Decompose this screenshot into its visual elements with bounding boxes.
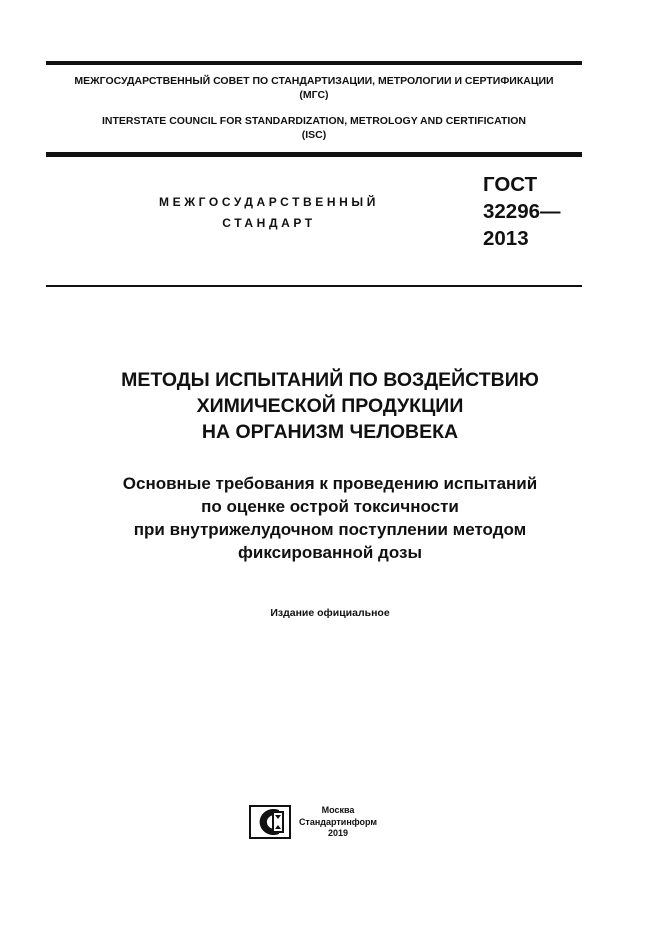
subtitle-line3: при внутрижелудочном поступлении методом <box>133 520 527 539</box>
designation-number: 32296— <box>483 200 561 223</box>
publisher-year: 2019 <box>327 828 349 838</box>
designation-year: 2013 <box>483 227 529 250</box>
council-ru-line1: МЕЖГОСУДАРСТВЕННЫЙ СОВЕТ ПО СТАНДАРТИЗАЦИИ, МЕТРОЛОГИИ И СЕРТИФИКАЦИИ <box>74 75 554 87</box>
council-ru-abbr: (МГС) <box>299 89 329 101</box>
council-name-ru <box>46 74 582 102</box>
title-line2: ХИМИЧЕСКОЙ ПРОДУКЦИИ <box>196 395 464 417</box>
lower-rule <box>46 285 582 287</box>
council-en-abbr: (ISC) <box>301 129 327 141</box>
publisher-info <box>293 805 383 840</box>
standartinform-logo-icon <box>249 805 291 839</box>
council-en-line1: INTERSTATE COUNCIL FOR STANDARDIZATION, METROLOGY AND CERTIFICATION <box>101 115 527 127</box>
standard-type-line2: СТАНДАРТ <box>222 216 316 230</box>
publisher-city: Москва <box>321 805 355 815</box>
title-line3: НА ОРГАНИЗМ ЧЕЛОВЕКА <box>201 421 459 443</box>
standard-type <box>130 192 408 234</box>
designation-gost: ГОСТ <box>483 173 538 196</box>
subtitle-line4: фиксированной дозы <box>238 543 422 562</box>
document-title <box>40 367 620 445</box>
title-line1: МЕТОДЫ ИСПЫТАНИЙ ПО ВОЗДЕЙСТВИЮ <box>121 369 539 391</box>
subtitle-line2: по оценке острой токсичности <box>201 497 459 516</box>
council-name-en <box>46 114 582 142</box>
top-rule <box>46 61 582 65</box>
subtitle-line1: Основные требования к проведению испытаний <box>122 474 538 493</box>
document-subtitle <box>40 472 620 564</box>
edition-label: Издание официальное <box>270 607 390 619</box>
standard-type-line1: МЕЖГОСУДАРСТВЕННЫЙ <box>159 195 379 209</box>
middle-rule <box>46 152 582 157</box>
standard-designation <box>483 171 561 252</box>
publisher-name: Стандартинформ <box>298 816 378 827</box>
